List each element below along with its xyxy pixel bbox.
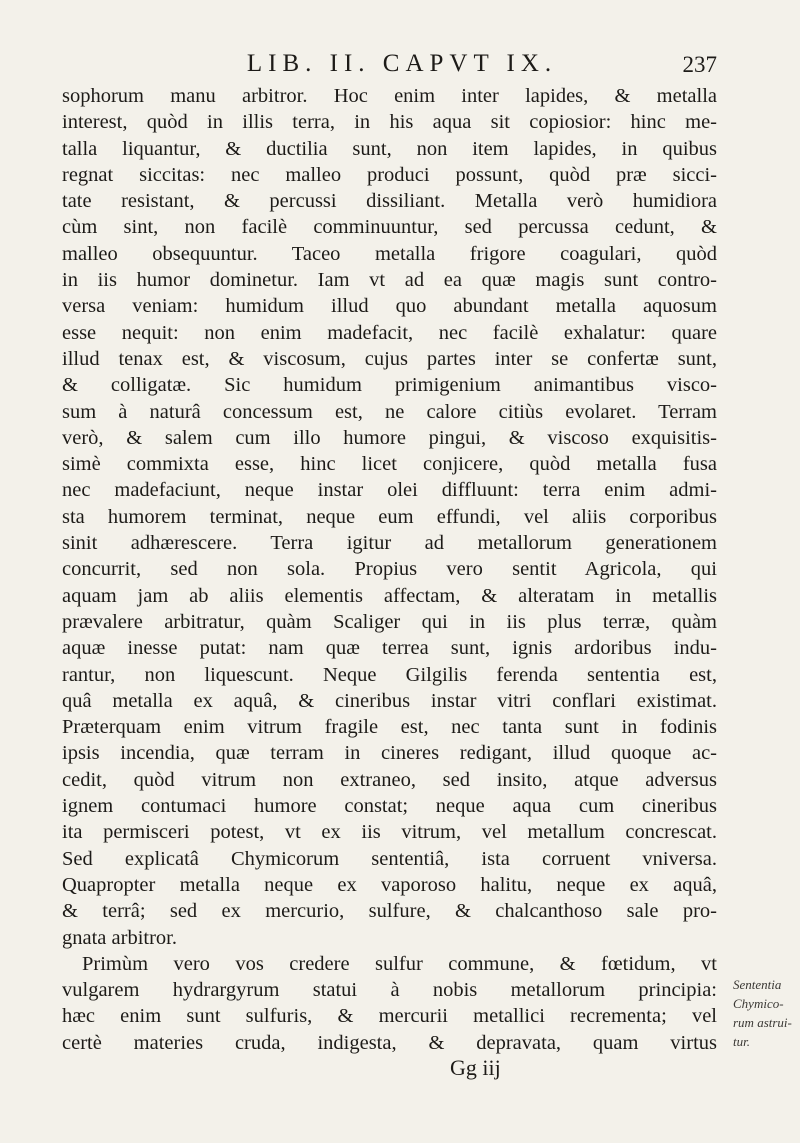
text-line: cùm sint, non facilè comminuuntur, sed percussa cedunt, & (62, 216, 717, 239)
text-line: rantur, non liquescunt. Neque Gilgilis ferenda sententia est, (62, 663, 717, 686)
text-line: concurrit, sed non sola. Propius vero sentit Agricola, qui (62, 558, 717, 581)
signature-mark: Gg iij (450, 1055, 501, 1080)
text-line: ita permisceri potest, vt ex iis vitrum, vel metallum concrescat. (62, 821, 717, 844)
body-text (62, 83, 717, 1056)
text-line: aquæ inesse putat: nam quæ terrea sunt, ignis ardoribus indu- (62, 637, 717, 660)
text-line: regnat siccitas: nec malleo produci possunt, quòd præ sicci- (62, 163, 717, 186)
text-line: Præterquam enim vitrum fragile est, nec tanta sunt in fodinis (62, 716, 717, 739)
text-line: tate resistant, & percussi dissiliant. Metalla verò humidiora (62, 190, 717, 213)
text-line: ignem contumaci humore constat; neque aqua cum cineribus (62, 795, 717, 818)
text-line: vulgarem hydrargyrum statui à nobis metallorum principia: (62, 979, 717, 1002)
text-line: verò, & salem cum illo humore pingui, & viscoso exquisitis- (62, 426, 717, 449)
text-line: malleo obsequuntur. Taceo metalla frigore coagulari, quòd (62, 242, 717, 265)
text-line: sta humorem terminat, neque eum effundi, vel aliis corporibus (62, 505, 717, 528)
text-line: hæc enim sunt sulfuris, & mercurii metallici recrementa; vel (62, 1005, 717, 1028)
text-line: ipsis incendia, quæ terram in cineres redigant, illud quoque ac- (62, 742, 717, 765)
text-line: nec madefaciunt, neque instar olei diffluunt: terra enim admi- (62, 479, 717, 502)
text-line: & terrâ; sed ex mercurio, sulfure, & chalcanthoso sale pro- (62, 900, 717, 923)
text-line: in iis humor dominetur. Iam vt ad ea quæ magis sunt contro- (62, 269, 717, 292)
text-line: Primùm vero vos credere sulfur commune, & fœtidum, vt (82, 952, 717, 975)
running-title: LIB. II. CAPVT IX. (246, 50, 558, 77)
marginal-note-line: Sententia (733, 977, 782, 992)
marginal-note-line: Chymico- (733, 996, 784, 1011)
text-line: simè commixta esse, hinc licet conjicere, quòd metalla fusa (62, 453, 717, 476)
text-line: esse nequit: non enim madefacit, nec facilè exhalatur: quare (62, 321, 717, 344)
text-line: cedit, quòd vitrum non extraneo, sed insito, atque adversus (62, 768, 717, 791)
text-line: aquam jam ab aliis elementis affectam, & alteratam in metallis (62, 584, 717, 607)
text-line: gnata arbitror. (62, 926, 177, 949)
text-line: sophorum manu arbitror. Hoc enim inter lapides, & metalla (62, 85, 717, 107)
text-line: Sed explicatâ Chymicorum sententiâ, ista corruent vniversa. (62, 847, 717, 870)
text-line: & colligatæ. Sic humidum primigenium animantibus visco- (62, 374, 717, 397)
text-line: versa veniam: humidum illud quo abundant metalla aquosum (62, 295, 717, 318)
marginal-note-line: rum astrui- (733, 1015, 792, 1030)
text-line: prævalere arbitratur, quàm Scaliger qui in iis plus terræ, quàm (62, 610, 717, 633)
text-line: quâ metalla ex aquâ, & cineribus instar vitri conflari existimat. (62, 689, 717, 712)
marginal-note (733, 975, 795, 1051)
text-line: sum à naturâ concessum est, ne calore citiùs evolaret. Terram (62, 400, 717, 423)
text-line: illud tenax est, & viscosum, cujus partes inter se confertæ sunt, (62, 347, 717, 370)
text-line: sinit adhærescere. Terra igitur ad metallorum generationem (62, 532, 717, 555)
marginal-note-line: tur. (733, 1034, 750, 1049)
text-line: Quapropter metalla neque ex vaporoso halitu, neque ex aquâ, (62, 873, 717, 896)
text-line: talla liquantur, & ductilia sunt, non item lapides, in quibus (62, 137, 717, 160)
text-line: interest, quòd in illis terra, in his aqua sit copiosior: hinc me- (62, 111, 717, 134)
page-number: 237 (682, 52, 717, 77)
text-line: certè materies cruda, indigesta, & depravata, quam virtus (62, 1031, 717, 1054)
